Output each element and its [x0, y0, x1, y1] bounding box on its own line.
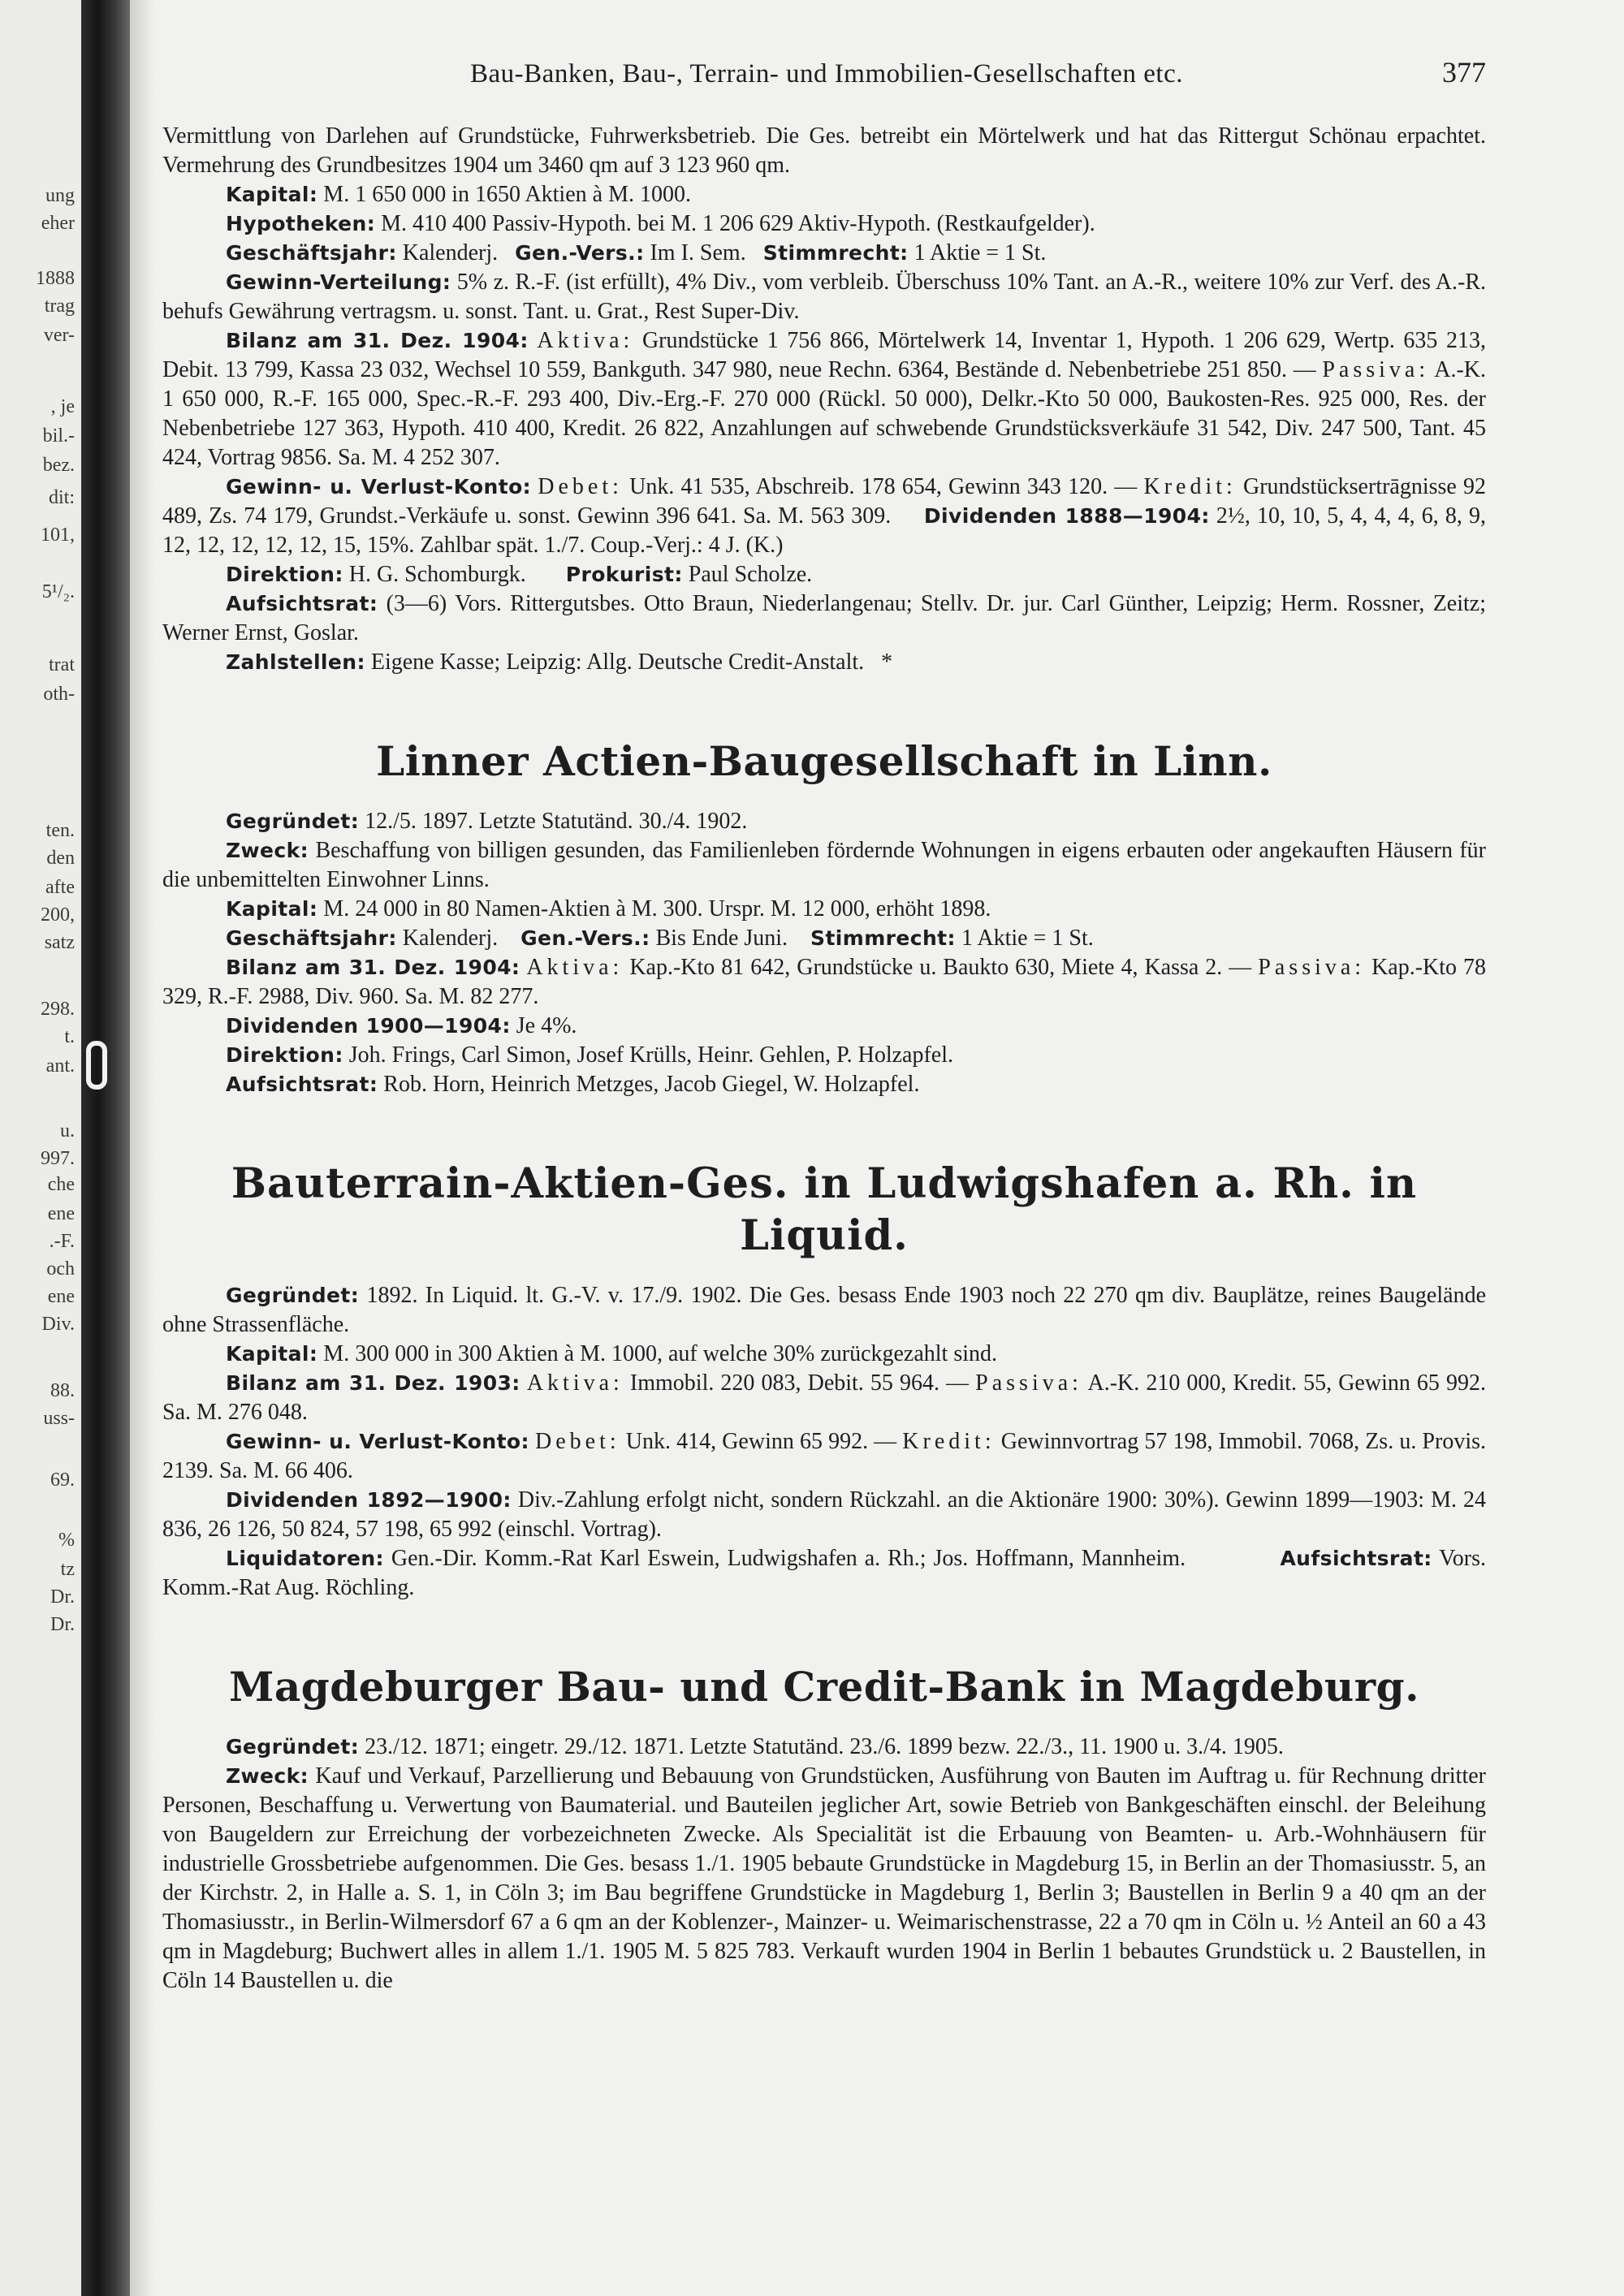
gegruendet-line: [162, 1281, 1486, 1340]
value-zweck: Kauf und Verkauf, Parzellierung und Bebauung von Grundstücken, Ausführung von Bauten im Auftrag u. für Rechnung dritter Personen, Beschaffung u. Verwertung von Baumaterial. und Bauteilen jeglicher Art, sowie Betrieb von Bankgeschäften einschl. der Beleihung von Baugeldern zur Erreichung der vorbezeichneten Zwecke. Als Specialität ist die Erbauung von Beamten- u. Arb.-Wohnhäusern für industrielle Grossbetriebe aufgenommen. Die Ges. besass 1./1. 1905 bebaute Grundstücke in Magdeburg 15, in Berlin an der Thomasiusstr. 5, an der Kirchstr. 2, in Halle a. S. 1, in Cöln 3; im Bau begriffene Grundstücke in Magdeburg 1, Berlin 3; Baustellen in Berlin 9 a 40 qm an der Thomasiusstr., in Berlin-Wilmersdorf 67 a 6 qm an der Koblenzer-, Mainzer- u. Weimarischenstrasse, 22 a 70 qm in Cöln u. ½ Anteil an 60 a 43 qm in Magdeburg; Buchwert alles in allem 1./1. 1905 M. 5 825 783. Verkauft wurden 1904 in Berlin 1 bebautes Grundstück u. 2 Baustellen, in Cöln 14 Baustellen u. die: [162, 1763, 1486, 1993]
zahlstellen-line: [162, 648, 1486, 677]
margin-fragment: , je: [50, 396, 75, 417]
margin-fragment: ten.: [45, 820, 75, 841]
zweck-line: [162, 1762, 1486, 1996]
value-geschaeftsjahr: Kalenderj.: [402, 926, 499, 951]
value-zweck: Beschaffung von billigen gesunden, das Familienleben fördernde Wohnungen in eigens erbauten oder angekauften Häusern für die unbemittelten Einwohner Linns.: [162, 838, 1486, 892]
margin-fragment: bil.-: [42, 425, 75, 447]
label-gewinn-verlust: Gewinn- u. Verlust-Konto:: [226, 1430, 529, 1453]
label-kredit: Kredit:: [1143, 474, 1237, 499]
entry-magdeburger: [162, 1733, 1486, 1996]
value-kredit: Grundstücksertrāgnisse 92 489, Zs. 74 179, Grundst.-Verkäufe u. sonst. Gewinn 396 641. Sa. M. 563 309.: [162, 474, 1487, 529]
value-passiva: Kap.-Kto 78 329, R.-F. 2988, Div. 960. Sa. M. 82 277.: [162, 955, 1487, 1009]
margin-fragment: ene: [47, 1286, 75, 1307]
label-passiva: Passiva:: [1322, 357, 1430, 382]
margin-fragment: uss-: [43, 1408, 75, 1429]
margin-fragment: trag: [44, 296, 75, 317]
value-passiva: A.-K. 210 000, Kredit. 55, Gewinn 65 992. Sa. M. 276 048.: [162, 1370, 1487, 1425]
adjacent-page-margin: [0, 0, 81, 2296]
value-aktiva: Immobil. 220 083, Debit. 55 964. —: [629, 1370, 970, 1396]
value-debet: Unk. 414, Gewinn 65 992. —: [625, 1429, 897, 1454]
value-aufsichtsrat: Vors. Komm.-Rat Aug. Röchling.: [162, 1546, 1487, 1600]
label-gewinn-verteilung: Gewinn-Verteilung:: [226, 270, 451, 294]
dividenden-line: [162, 1012, 1486, 1041]
label-direktion: Direktion:: [226, 1043, 343, 1067]
label-hypotheken: Hypotheken:: [226, 212, 376, 235]
page: [162, 55, 1486, 1996]
entry-heading-magdeburger: Magdeburger Bau- und Credit-Bank in Magdeburg.: [229, 1663, 1419, 1711]
value-hypotheken: M. 410 400 Passiv-Hypoth. bei M. 1 206 629 Aktiv-Hypoth. (Restkaufgelder).: [381, 211, 1095, 236]
entry-end-mark: *: [881, 650, 893, 675]
zweck-line: [162, 836, 1486, 895]
margin-fragment: trat: [49, 654, 75, 675]
label-bilanz: Bilanz am 31. Dez. 1904:: [226, 329, 529, 352]
gewinn-verlust-line: [162, 473, 1486, 560]
gegruendet-line: [162, 807, 1486, 836]
value-kredit: Gewinnvortrag 57 198, Immobil. 7068, Zs. u. Provis. 2139. Sa. M. 66 406.: [162, 1429, 1486, 1483]
bilanz-line: [162, 953, 1486, 1012]
margin-fragment: 101,: [41, 524, 75, 546]
label-gegruendet: Gegründet:: [226, 1735, 360, 1759]
margin-fragment: tz: [60, 1559, 75, 1580]
value-gegruendet: 1892. In Liquid. lt. G.-V. v. 17./9. 1902. Die Ges. besass Ende 1903 noch 22 270 qm div. Bauplätze, reines Baugelände ohne Strassenfläche.: [162, 1283, 1486, 1337]
liquidatoren-line: [162, 1544, 1486, 1603]
hypotheken-line: [162, 209, 1486, 239]
label-direktion: Direktion:: [226, 563, 343, 586]
margin-fragment: ene: [47, 1203, 75, 1224]
value-kapital: M. 24 000 in 80 Namen-Aktien à M. 300. Urspr. M. 12 000, erhöht 1898.: [323, 896, 991, 921]
value-liquidatoren: Gen.-Dir. Komm.-Rat Karl Eswein, Ludwigshafen a. Rh.; Jos. Hoffmann, Mannheim.: [391, 1546, 1186, 1571]
label-aufsichtsrat: Aufsichtsrat:: [226, 1072, 378, 1096]
label-aktiva: Aktiva:: [526, 955, 624, 980]
label-bilanz: Bilanz am 31. Dez. 1904:: [226, 956, 520, 979]
entry-linner: [162, 807, 1486, 1099]
running-head-title: Bau-Banken, Bau-, Terrain- und Immobilien-Gesellschaften etc.: [470, 59, 1183, 88]
margin-fragment: che: [47, 1174, 75, 1195]
margin-fragment: satz: [44, 932, 75, 953]
margin-fragment: bez.: [42, 455, 75, 476]
margin-fragment: 200,: [41, 904, 75, 926]
geschaeftsjahr-line: [162, 924, 1486, 953]
bilanz-line: [162, 1369, 1486, 1427]
margin-fragment: .-F.: [49, 1231, 75, 1252]
value-dividenden: 2½, 10, 10, 5, 4, 4, 4, 6, 8, 9, 12, 12, 12, 12, 12, 15, 15%. Zahlbar spät. 1./7. Coup.-Verj.: 4 J. (K.): [162, 503, 1487, 558]
value-aktiva: Kap.-Kto 81 642, Grundstücke u. Baukto 630, Miete 4, Kassa 2. —: [629, 955, 1252, 980]
value-zahlstellen: Eigene Kasse; Leipzig: Allg. Deutsche Credit-Anstalt.: [370, 650, 865, 675]
margin-fragment: oth-: [43, 684, 75, 705]
margin-fragment: 69.: [50, 1470, 75, 1491]
margin-fragment: 1888: [36, 268, 75, 289]
margin-fragment: 997.: [41, 1148, 75, 1169]
gegruendet-line: [162, 1733, 1486, 1762]
margin-fragment: afte: [45, 877, 75, 898]
entry-heading-bauterrain: Bauterrain-Aktien-Ges. in Ludwigshafen a. Rh. in Liquid.: [231, 1159, 1418, 1260]
value-gegruendet: 23./12. 1871; eingetr. 29./12. 1871. Letzte Statutänd. 23./6. 1899 bezw. 22./3., 11. 1900 u. 3./4. 1905.: [365, 1734, 1284, 1759]
value-kapital: M. 300 000 in 300 Aktien à M. 1000, auf welche 30% zurückgezahlt sind.: [323, 1341, 998, 1366]
value-kapital: M. 1 650 000 in 1650 Aktien à M. 1000.: [323, 182, 691, 207]
value-dividenden: Div.-Zahlung erfolgt nicht, sondern Rückzahl. an die Aktionäre 1900: 30%). Gewinn 1899—1903: M. 24 836, 26 126, 50 824, 57 198, 65 992 (einschl. Vortrag).: [162, 1487, 1487, 1542]
label-passiva: Passiva:: [975, 1370, 1082, 1396]
label-debet: Debet:: [535, 1429, 620, 1454]
value-aufsichtsrat: (3—6) Vors. Rittergutsbes. Otto Braun, Niederlangenau; Stellv. Dr. jur. Carl Günther, Leipzig; Herm. Rossner, Zeitz; Werner Ernst, Goslar.: [162, 591, 1486, 645]
label-kredit: Kredit:: [902, 1429, 996, 1454]
label-gen-vers: Gen.-Vers.:: [515, 241, 645, 265]
value-gen-vers: Bis Ende Juni.: [655, 926, 788, 951]
margin-fragment: t.: [64, 1026, 75, 1047]
margin-fragment: 5¹/₂.: [41, 581, 75, 602]
kapital-line: [162, 180, 1486, 209]
margin-fragment: ant.: [45, 1055, 75, 1077]
label-zahlstellen: Zahlstellen:: [226, 650, 365, 674]
entry-heading-linner: Linner Actien-Baugesellschaft in Linn.: [376, 737, 1272, 785]
label-zweck: Zweck:: [226, 1764, 309, 1788]
gewinn-verteilung-line: [162, 268, 1486, 326]
label-kapital: Kapital:: [226, 1342, 318, 1366]
margin-fragment: u.: [60, 1120, 75, 1142]
label-passiva: Passiva:: [1258, 955, 1366, 980]
margin-fragment: ung: [45, 185, 75, 206]
label-gegruendet: Gegründet:: [226, 809, 360, 833]
label-liquidatoren: Liquidatoren:: [226, 1547, 384, 1570]
value-aufsichtsrat: Rob. Horn, Heinrich Metzges, Jacob Giegel, W. Holzapfel.: [383, 1072, 920, 1097]
margin-fragment: Div.: [41, 1314, 75, 1335]
entry-bauterrain: [162, 1281, 1486, 1603]
value-debet: Unk. 41 535, Abschreib. 178 654, Gewinn 343 120. —: [629, 474, 1138, 499]
label-dividenden: Dividenden 1892—1900:: [226, 1488, 512, 1512]
binding-gutter: [81, 0, 130, 2296]
label-aktiva: Aktiva:: [537, 328, 634, 353]
label-kapital: Kapital:: [226, 897, 318, 921]
value-gegruendet: 12./5. 1897. Letzte Statutänd. 30./4. 1902.: [365, 809, 748, 834]
aufsichtsrat-line: [162, 1070, 1486, 1099]
margin-fragment: 298.: [41, 999, 75, 1020]
margin-fragment: dit:: [48, 487, 75, 508]
gutter-shadow: [130, 0, 154, 2296]
label-dividenden: Dividenden 1888—1904:: [923, 504, 1210, 528]
value-aktiva: Grundstücke 1 756 866, Mörtelwerk 14, Inventar 1, Hypoth. 1 206 629, Wertp. 635 213, Debit. 13 799, Kassa 23 032, Wechsel 10 559, Bankguth. 347 980, neue Rechn. 6364, Bestände d. Nebenbetriebe 251 850. —: [162, 328, 1486, 382]
label-aufsichtsrat: Aufsichtsrat:: [1280, 1547, 1432, 1570]
margin-fragment: Dr.: [50, 1586, 75, 1608]
value-dividenden: Je 4%.: [516, 1013, 577, 1038]
label-dividenden: Dividenden 1900—1904:: [226, 1014, 511, 1038]
label-gewinn-verlust: Gewinn- u. Verlust-Konto:: [226, 475, 532, 498]
entry-intro: Vermittlung von Darlehen auf Grundstücke, Fuhrwerksbetrieb. Die Ges. betreibt ein Mörtelwerk und hat das Rittergut Schönau erpachtet. Vermehrung des Grundbesitzes 1904 um 3460 qm auf 3 123 960 qm.: [162, 123, 1486, 178]
value-passiva: A.-K. 1 650 000, R.-F. 165 000, Spec.-R.-F. 293 400, Div.-Erg.-F. 270 000 (Rückl. 50 000), Delkr.-Kto 50 000, Baukosten-Res. 925 000, Res. der Nebenbetriebe 127 363, Hypoth. 410 400, Kredit. 26 822, Anzahlungen auf schwebende Grundstücksverkäufe 31 542, Div. 247 500, Tant. 45 424, Vortrag 9856. Sa. M. 4 252 307.: [162, 357, 1487, 470]
label-stimmrecht: Stimmrecht:: [762, 241, 909, 265]
value-stimmrecht: 1 Aktie = 1 St.: [961, 926, 1094, 951]
kapital-line: [162, 1340, 1486, 1369]
label-gen-vers: Gen.-Vers.:: [520, 926, 650, 950]
label-prokurist: Prokurist:: [565, 563, 683, 586]
gewinn-verlust-line: [162, 1427, 1486, 1486]
margin-fragment: %: [58, 1530, 75, 1551]
label-debet: Debet:: [538, 474, 623, 499]
label-zweck: Zweck:: [226, 839, 309, 862]
margin-fragment: den: [46, 848, 75, 869]
page-number: 377: [1442, 56, 1486, 88]
value-stimmrecht: 1 Aktie = 1 St.: [914, 240, 1047, 265]
direktion-line: [162, 1041, 1486, 1070]
aufsichtsrat-line: [162, 589, 1486, 648]
entry-continued: [162, 122, 1486, 677]
bilanz-line: [162, 326, 1486, 473]
margin-fragment: eher: [41, 213, 75, 234]
geschaeftsjahr-line: [162, 239, 1486, 268]
value-direktion: H. G. Schomburgk.: [348, 562, 526, 587]
value-geschaeftsjahr: Kalenderj.: [402, 240, 499, 265]
margin-fragment: och: [46, 1258, 75, 1280]
binding-clip-mark: [86, 1041, 107, 1090]
label-gegruendet: Gegründet:: [226, 1284, 360, 1307]
running-head: [162, 55, 1486, 104]
label-aktiva: Aktiva:: [526, 1370, 624, 1396]
value-direktion: Joh. Frings, Carl Simon, Josef Krülls, Heinr. Gehlen, P. Holzapfel.: [348, 1042, 954, 1068]
label-geschaeftsjahr: Geschäftsjahr:: [226, 926, 397, 950]
margin-fragment: Dr.: [50, 1614, 75, 1635]
label-geschaeftsjahr: Geschäftsjahr:: [226, 241, 397, 265]
margin-fragment: 88.: [50, 1380, 75, 1401]
value-prokurist: Paul Scholze.: [688, 562, 813, 587]
label-stimmrecht: Stimmrecht:: [810, 926, 956, 950]
value-gewinn-verteilung: 5% z. R.-F. (ist erfüllt), 4% Div., vom verbleib. Überschuss 10% Tant. an A.-R., weitere 10% zur Verf. des A.-R. behufs Gewährung vertragsm. u. sonst. Tant. u. Grat., Rest Super-Div.: [162, 270, 1487, 324]
label-kapital: Kapital:: [226, 183, 318, 206]
kapital-line: [162, 895, 1486, 924]
label-aufsichtsrat: Aufsichtsrat:: [226, 592, 378, 615]
value-gen-vers: Im I. Sem.: [650, 240, 746, 265]
margin-fragment: ver-: [43, 325, 75, 346]
dividenden-line: [162, 1486, 1486, 1544]
label-bilanz: Bilanz am 31. Dez. 1903:: [226, 1371, 520, 1395]
direktion-line: [162, 560, 1486, 589]
